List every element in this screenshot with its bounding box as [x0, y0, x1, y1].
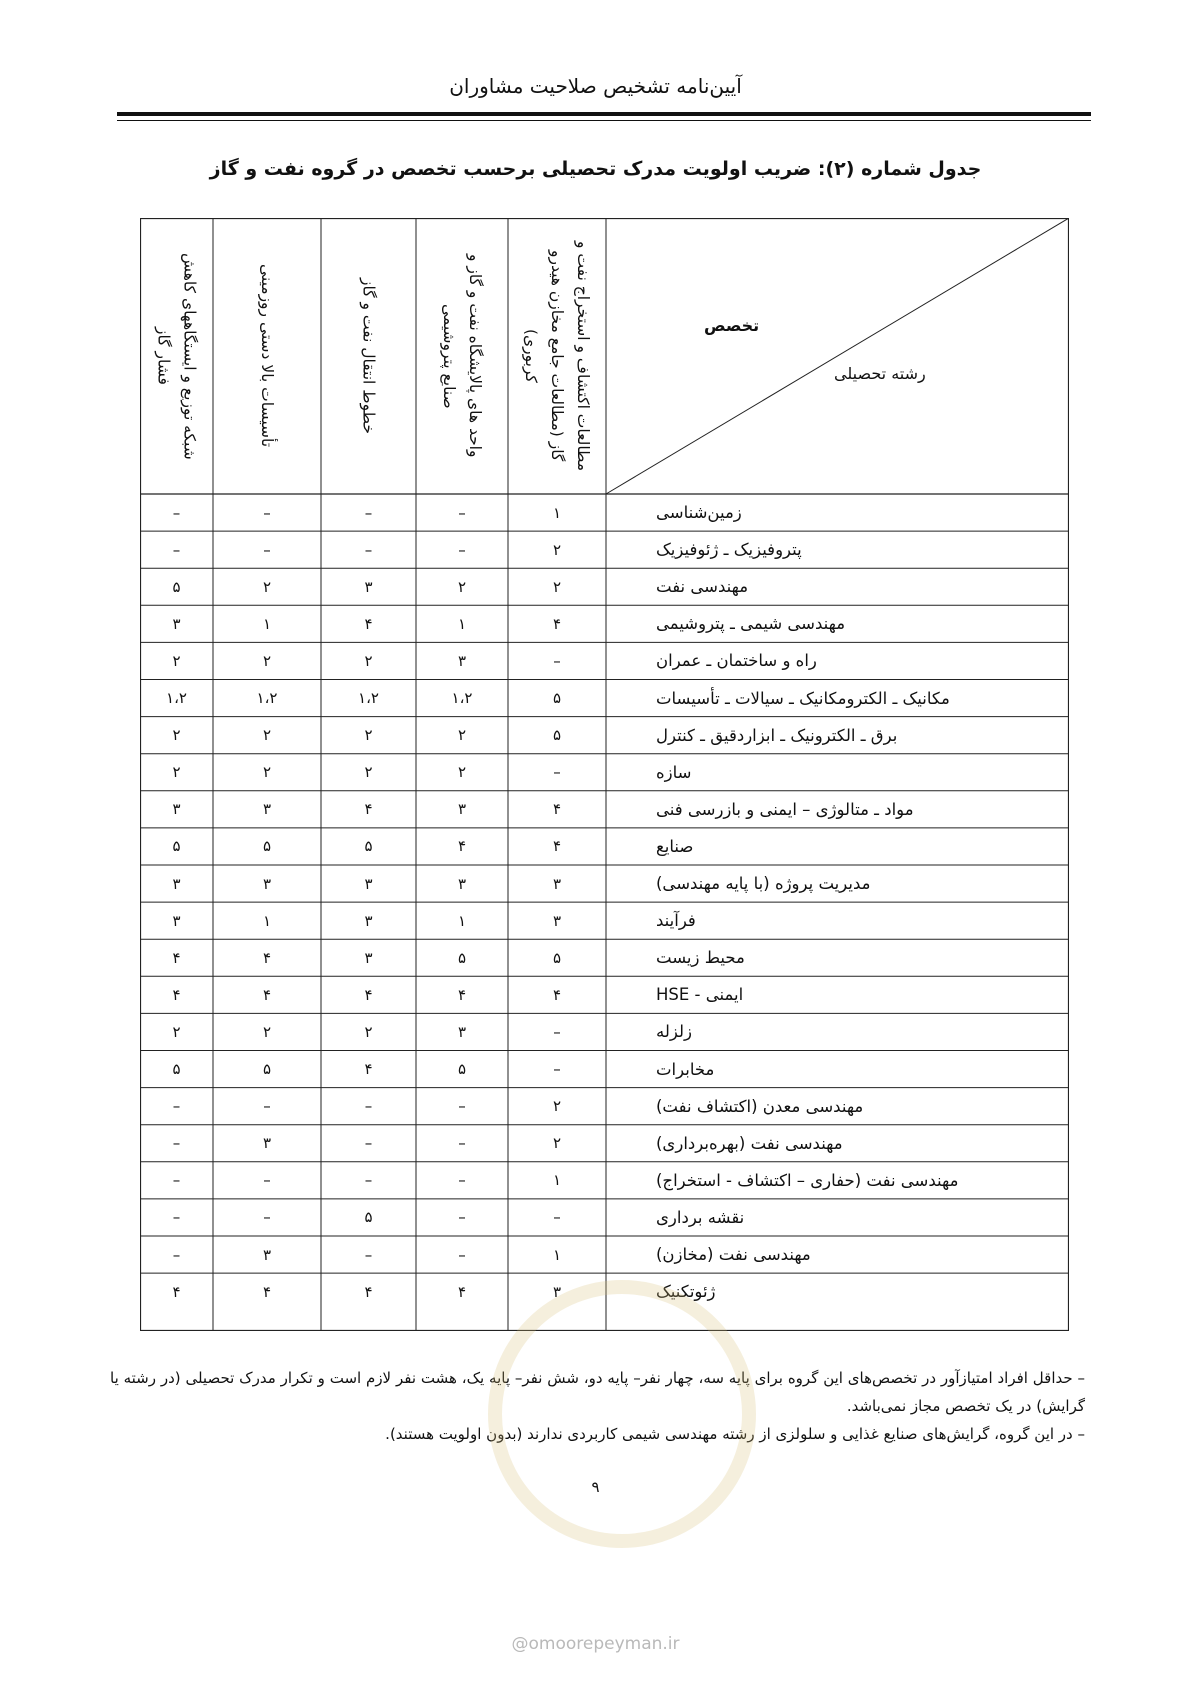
- row-field-name: پتروفیزیک ـ ژئوفیزیک: [656, 540, 802, 560]
- column-header-gas-distribution-label: شبکه توزیع و ایستگاههای کاهش فشار گاز: [154, 252, 199, 460]
- row-field-name: ایمنی - HSE: [656, 985, 744, 1005]
- row-coefficient-cell: –: [263, 1171, 271, 1190]
- row-coefficient-cell: ۲: [457, 763, 467, 782]
- table-row: [140, 1051, 1069, 1088]
- row-coefficient-cell: –: [172, 503, 181, 522]
- row-coefficient-cell: –: [263, 1097, 271, 1116]
- row-coefficient-cell: ۴: [262, 1282, 272, 1301]
- table-row: [140, 865, 1069, 902]
- row-coefficient-cell: –: [458, 1097, 466, 1116]
- note-minimum-personnel: – حداقل افراد امتیازآور در تخصص‌های این گروه برای پایه سه، چهار نفر– پایه دو، شش نفر– پایه یک، هشت نفر لازم است و تکرار مدرک تحصیلی (در رشته یا گرایش) در یک تخصص مجاز نمی‌باشد.: [110, 1369, 1085, 1415]
- row-coefficient-cell: ۱: [457, 614, 467, 633]
- row-coefficient-cell: ۲: [262, 1022, 272, 1041]
- row-field-name: مخابرات: [656, 1059, 715, 1079]
- table-row: [140, 494, 1069, 531]
- row-coefficient-cell: ۴: [172, 1282, 181, 1301]
- row-coefficient-cell: ۴: [262, 985, 272, 1004]
- table-row: [140, 902, 1069, 939]
- table-row: [140, 680, 1069, 717]
- row-coefficient-cell: ۵: [457, 948, 467, 967]
- table-row: [140, 1162, 1069, 1199]
- row-coefficient-cell: ۵: [364, 1208, 373, 1227]
- column-header-gas-distribution: [140, 218, 213, 494]
- row-coefficient-cell: –: [263, 1208, 271, 1227]
- row-field-name: مهندسی نفت (حفاری – اکتشاف - استخراج): [656, 1170, 959, 1190]
- row-coefficient-cell: –: [553, 1208, 561, 1227]
- column-header-refinery: [416, 218, 508, 494]
- row-coefficient-cell: ۳: [552, 874, 562, 893]
- table-row: [140, 531, 1069, 568]
- row-coefficient-cell: ۱،۲: [256, 689, 278, 708]
- row-coefficient-cell: ۲: [552, 540, 562, 559]
- row-coefficient-cell: –: [172, 1208, 181, 1227]
- row-coefficient-cell: ۴: [172, 985, 181, 1004]
- table-caption: جدول شماره (۲): ضریب اولویت مدرک تحصیلی برحسب تخصص در گروه نفت و گاز: [209, 158, 982, 180]
- row-coefficient-cell: ۳: [172, 614, 181, 633]
- row-coefficient-cell: –: [263, 540, 271, 559]
- table-row: [140, 1013, 1069, 1050]
- row-field-name: مهندسی نفت (مخازن): [656, 1245, 811, 1265]
- column-header-exploration-label: مطالعات اکتشاف و استخراج نفت و گاز (مطالعات جامع مخازن هیدرو کربوری): [522, 240, 592, 472]
- row-coefficient-cell: –: [364, 503, 373, 522]
- row-coefficient-cell: ۱،۲: [358, 689, 379, 708]
- row-field-name: مکانیک ـ الکترومکانیک ـ سیالات ـ تأسیسات: [656, 688, 950, 708]
- row-coefficient-cell: ۴: [364, 1060, 373, 1079]
- row-field-name: محیط زیست: [656, 948, 745, 968]
- row-field-name: راه و ساختمان ـ عمران: [656, 651, 817, 671]
- row-coefficient-cell: –: [458, 1171, 466, 1190]
- row-coefficient-cell: ۳: [552, 911, 562, 930]
- row-coefficient-cell: ۳: [364, 911, 373, 930]
- column-header-upstream-facilities-label: تأسیسات بالا دستی روزمینی: [258, 264, 276, 448]
- row-coefficient-cell: ۵: [262, 1060, 272, 1079]
- row-field-name: مهندسی معدن (اکتشاف نفت): [656, 1096, 864, 1116]
- row-coefficient-cell: –: [364, 1171, 373, 1190]
- row-coefficient-cell: ۵: [172, 1060, 181, 1079]
- table-row: [140, 1199, 1069, 1236]
- table-row: [140, 568, 1069, 605]
- column-header-refinery-label: واحد های پالایشگاه نفت و گاز و صنایع پتروشیمی: [440, 254, 484, 458]
- table-row: [140, 939, 1069, 976]
- row-coefficient-cell: ۴: [457, 1282, 467, 1301]
- row-coefficient-cell: ۲: [172, 651, 181, 670]
- row-coefficient-cell: ۲: [552, 1097, 562, 1116]
- row-field-name: فرآیند: [656, 911, 696, 931]
- row-coefficient-cell: ۳: [172, 800, 181, 819]
- row-coefficient-cell: –: [553, 1060, 561, 1079]
- row-coefficient-cell: –: [458, 1134, 466, 1153]
- table-row: [140, 605, 1069, 642]
- row-coefficient-cell: ۴: [262, 948, 272, 967]
- row-coefficient-cell: ۲: [262, 577, 272, 596]
- row-coefficient-cell: ۴: [364, 985, 373, 1004]
- row-coefficient-cell: –: [364, 1097, 373, 1116]
- row-field-name: سازه: [656, 762, 692, 782]
- row-coefficient-cell: ۴: [552, 800, 562, 819]
- row-field-name: مهندسی نفت (بهره‌برداری): [656, 1133, 843, 1153]
- row-coefficient-cell: –: [458, 503, 466, 522]
- row-coefficient-cell: –: [458, 540, 466, 559]
- table-row: [140, 976, 1069, 1013]
- row-coefficient-cell: ۳: [364, 948, 373, 967]
- row-field-name: برق ـ الکترونیک ـ ابزاردقیق ـ کنترل: [656, 725, 898, 745]
- row-coefficient-cell: ۳: [457, 651, 467, 670]
- row-field-name: مدیریت پروژه (با پایه مهندسی): [656, 874, 871, 894]
- watermark-seal: [488, 1280, 756, 1548]
- row-coefficient-cell: –: [364, 1134, 373, 1153]
- row-coefficient-cell: ۴: [364, 614, 373, 633]
- column-header-upstream-facilities: [213, 218, 321, 494]
- row-coefficient-cell: –: [458, 1245, 466, 1264]
- row-field-name: زلزله: [656, 1022, 692, 1042]
- row-coefficient-cell: ۴: [364, 1282, 373, 1301]
- row-coefficient-cell: ۲: [364, 726, 373, 745]
- row-coefficient-cell: –: [458, 1208, 466, 1227]
- table-row: [140, 642, 1069, 679]
- row-field-name: مواد ـ متالوژی – ایمنی و بازرسی فنی: [656, 799, 914, 819]
- row-coefficient-cell: ۲: [262, 651, 272, 670]
- row-coefficient-cell: ۲: [172, 763, 181, 782]
- header-rule-thin: [117, 120, 1091, 121]
- column-header-pipelines: [321, 218, 416, 494]
- row-coefficient-cell: –: [364, 1245, 373, 1264]
- row-coefficient-cell: ۳: [457, 800, 467, 819]
- table-row: [140, 754, 1069, 791]
- column-header-exploration: [508, 218, 606, 494]
- row-coefficient-cell: ۱،۲: [166, 689, 187, 708]
- row-coefficient-cell: ۳: [262, 1134, 272, 1153]
- row-coefficient-cell: ۳: [262, 1245, 272, 1264]
- row-coefficient-cell: ۳: [172, 911, 181, 930]
- row-coefficient-cell: ۵: [457, 1060, 467, 1079]
- row-coefficient-cell: ۴: [552, 837, 562, 856]
- row-coefficient-cell: –: [172, 1097, 181, 1116]
- row-coefficient-cell: ۱،۲: [451, 689, 473, 708]
- row-coefficient-cell: –: [263, 503, 271, 522]
- table-row: [140, 1088, 1069, 1125]
- row-field-name: صنایع: [656, 836, 694, 856]
- row-coefficient-cell: ۵: [262, 837, 272, 856]
- row-coefficient-cell: ۲: [457, 577, 467, 596]
- row-coefficient-cell: ۲: [552, 577, 562, 596]
- row-coefficient-cell: –: [172, 1171, 181, 1190]
- row-coefficient-cell: ۲: [262, 726, 272, 745]
- row-coefficient-cell: ۵: [172, 837, 181, 856]
- row-coefficient-cell: ۲: [172, 726, 181, 745]
- column-header-pipelines-label: خطوط انتقال نفت و گاز: [359, 278, 378, 434]
- row-coefficient-cell: ۳: [262, 874, 272, 893]
- row-coefficient-cell: –: [553, 651, 561, 670]
- row-coefficient-cell: –: [172, 1134, 181, 1153]
- page-number: ۹: [591, 1478, 600, 1496]
- row-coefficient-cell: ۲: [172, 1022, 181, 1041]
- row-coefficient-cell: ۱: [552, 1171, 562, 1190]
- row-coefficient-cell: ۴: [552, 985, 562, 1004]
- table-row: [140, 828, 1069, 865]
- row-coefficient-cell: ۱: [457, 911, 467, 930]
- row-coefficient-cell: ۳: [364, 577, 373, 596]
- row-coefficient-cell: ۲: [364, 1022, 373, 1041]
- row-coefficient-cell: ۳: [364, 874, 373, 893]
- row-coefficient-cell: ۵: [552, 948, 562, 967]
- row-coefficient-cell: ۵: [552, 726, 562, 745]
- row-coefficient-cell: ۵: [172, 577, 181, 596]
- row-coefficient-cell: ۲: [262, 763, 272, 782]
- row-coefficient-cell: ۱: [552, 503, 562, 522]
- row-field-name: مهندسی شیمی ـ پتروشیمی: [656, 614, 846, 634]
- row-coefficient-cell: ۲: [457, 726, 467, 745]
- corner-header-specialty: تخصص: [704, 316, 760, 335]
- row-coefficient-cell: ۴: [552, 614, 562, 633]
- table-row: [140, 791, 1069, 828]
- row-coefficient-cell: ۱: [262, 911, 272, 930]
- header-rule-thick: [117, 112, 1091, 116]
- row-coefficient-cell: ۴: [457, 837, 467, 856]
- row-coefficient-cell: ۵: [364, 837, 373, 856]
- website-watermark: @omoorepeyman.ir: [511, 1634, 680, 1654]
- row-coefficient-cell: ۴: [364, 800, 373, 819]
- row-field-name: مهندسی نفت: [656, 577, 749, 597]
- table-row: [140, 1125, 1069, 1162]
- row-coefficient-cell: ۳: [262, 800, 272, 819]
- row-coefficient-cell: ۱: [262, 614, 272, 633]
- row-coefficient-cell: ۳: [172, 874, 181, 893]
- document-header-title: آیین‌نامه تشخیص صلاحیت مشاوران: [449, 74, 742, 98]
- row-coefficient-cell: ۱: [552, 1245, 562, 1264]
- row-coefficient-cell: –: [172, 540, 181, 559]
- row-coefficient-cell: –: [364, 540, 373, 559]
- note-food-cellulose: – در این گروه، گرایش‌های صنایع غذایی و سلولزی از رشته مهندسی شیمی کاربردی ندارند (بدون اولویت هستند).: [385, 1425, 1085, 1443]
- row-coefficient-cell: ۲: [364, 763, 373, 782]
- row-coefficient-cell: ۵: [552, 689, 562, 708]
- row-coefficient-cell: ۴: [457, 985, 467, 1004]
- row-coefficient-cell: ۳: [457, 874, 467, 893]
- row-field-name: نقشه برداری: [656, 1207, 745, 1227]
- row-coefficient-cell: ۲: [364, 651, 373, 670]
- priority-table: [140, 218, 1069, 1331]
- row-coefficient-cell: –: [553, 763, 561, 782]
- row-coefficient-cell: ۲: [552, 1134, 562, 1153]
- corner-header-field-of-study: رشته تحصیلی: [834, 364, 926, 383]
- row-coefficient-cell: –: [553, 1022, 561, 1041]
- row-coefficient-cell: ۴: [172, 948, 181, 967]
- row-coefficient-cell: –: [172, 1245, 181, 1264]
- table-row: [140, 1236, 1069, 1273]
- row-field-name: زمین‌شناسی: [656, 503, 742, 523]
- row-coefficient-cell: ۳: [552, 1282, 562, 1301]
- row-field-name: ژئوتکنیک: [656, 1282, 716, 1302]
- table-row: [140, 717, 1069, 754]
- row-coefficient-cell: ۳: [457, 1022, 467, 1041]
